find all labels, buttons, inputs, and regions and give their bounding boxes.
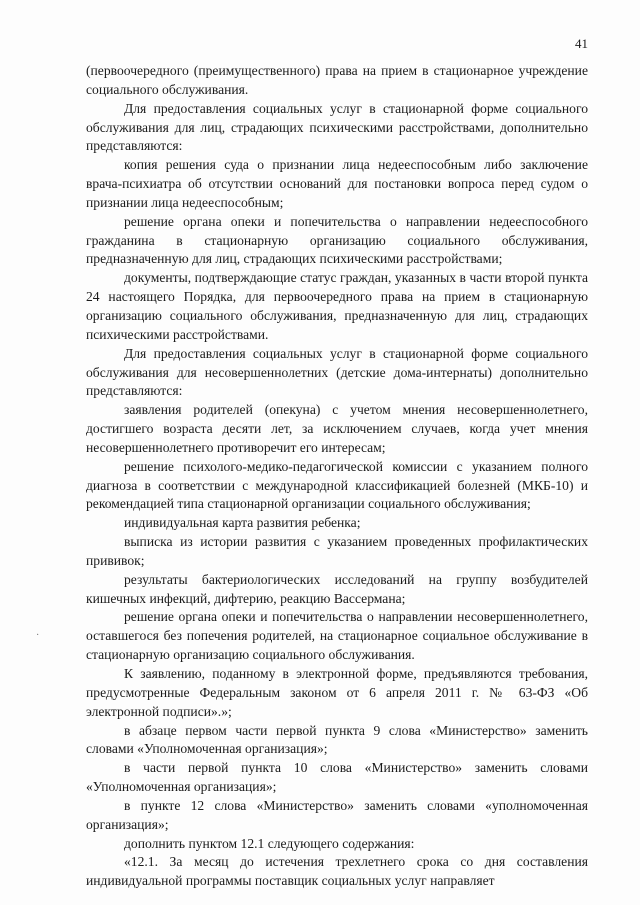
paragraph-7: заявления родителей (опекуна) с учетом мнения несовершеннолетнего, достигшего возраста десяти лет, за исключением случаев, когда учет мнения несовершеннолетнего противоречит его интересам; — [86, 402, 588, 455]
paragraph-12: решение органа опеки и попечительства о направлении несовершеннолетнего, оставшегося без попечения родителей, на стационарное социальное обслуживание в стационарную организацию социального обслуживания. — [86, 609, 588, 663]
paragraph-8: решение психолого-медико-педагогической комиссии с указанием полного диагноза в соответствии с международной классификацией болезней (МКБ-10) и рекомендацией типа стационарной организации социального обслуживания; — [86, 458, 588, 512]
paragraph-1: (первоочередного (преимущественного) права на прием в стационарное учреждение социального обслуживания. — [86, 63, 588, 97]
paragraph-17: дополнить пунктом 12.1 следующего содержания: — [124, 835, 415, 851]
paragraph-16: в пункте 12 слова «Министерство» заменить словами «уполномоченная организация»; — [86, 797, 588, 832]
paragraph-11: результаты бактериологических исследований на группу возбудителей кишечных инфекций, дифтерию, реакцию Вассермана; — [86, 571, 588, 606]
paragraph-18: «12.1. За месяц до истечения трехлетнего срока со дня составления индивидуальной программы поставщик социальных услуг направляет — [86, 854, 588, 889]
paragraph-2: Для предоставления социальных услуг в стационарной форме социального обслуживания для лиц, страдающих психическими расстройствами, дополнительно представляются: — [86, 100, 588, 154]
paragraph-5: документы, подтверждающие статус граждан, указанных в части второй пункта 24 настоящего Порядка, для первоочередного права на прием в стационарную организацию социального обслуживания, предназначенную для лиц, страдающих психическими расстройствами. — [86, 270, 588, 342]
paragraph-4: решение органа опеки и попечительства о направлении недееспособного гражданина в стационарную организацию социального обслуживания, предназначенную для лиц, страдающих психическими расстройствами; — [86, 213, 588, 267]
paragraph-13: К заявлению, поданному в электронной форме, предъявляются требования, предусмотренные Федеральным законом от 6 апреля 2011 г. № 63-ФЗ «Об электронной подписи».»; — [86, 666, 588, 719]
paragraph-9: индивидуальная карта развития ребенка; — [124, 515, 361, 531]
paragraph-3: копия решения суда о признании лица недееспособным либо заключение врача-психиатра об отсутствии оснований для постановки вопроса перед судом о признании лица недееспособным; — [86, 157, 588, 210]
paragraph-6: Для предоставления социальных услуг в стационарной форме социального обслуживания для несовершеннолетних (детские дома-интернаты) дополнительно представляются: — [86, 345, 588, 399]
paragraph-10: выписка из истории развития с указанием проведенных профилактических прививок; — [86, 534, 588, 568]
paragraph-14: в абзаце первом части первой пункта 9 слова «Министерство» заменить словами «Уполномоченная организация»; — [86, 722, 588, 757]
document-body — [86, 62, 588, 891]
page-number: 41 — [575, 36, 588, 51]
margin-mark: · — [36, 630, 40, 641]
paragraph-15: в части первой пункта 10 слова «Министерство» заменить словами «Уполномоченная организация»; — [86, 760, 588, 795]
